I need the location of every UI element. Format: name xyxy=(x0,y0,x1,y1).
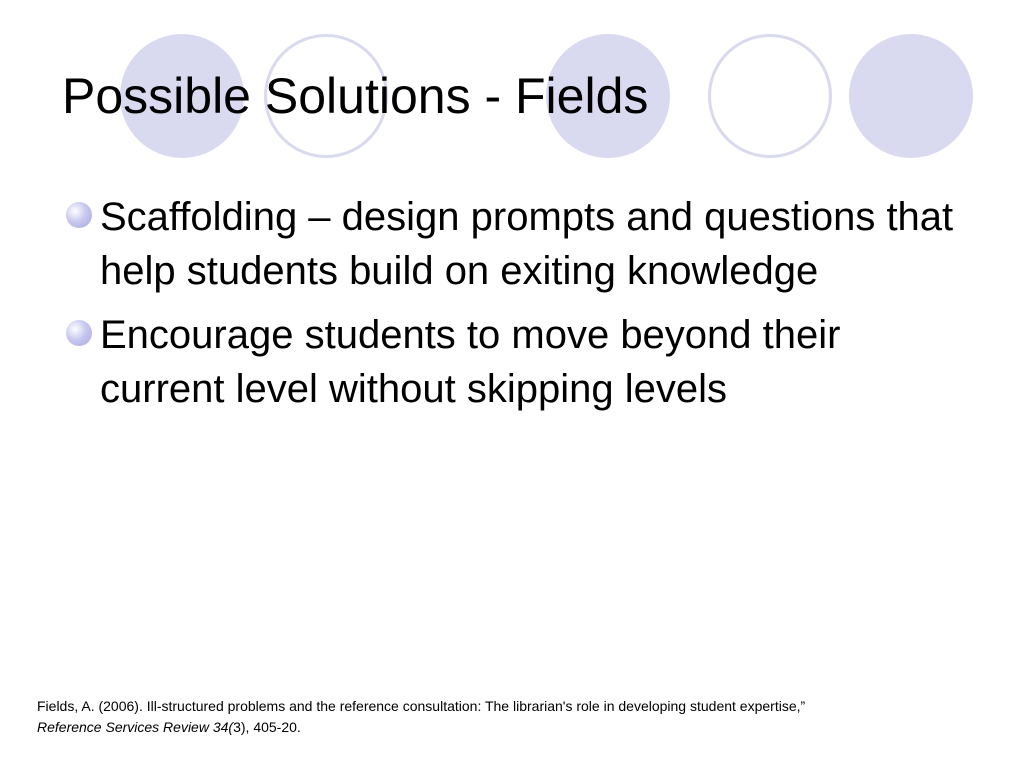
citation-issue: 3) xyxy=(233,719,246,735)
bullet-icon xyxy=(66,202,92,228)
citation-line: Fields, A. (2006). Ill-structured problems and the reference consultation: The librarian's role in developing student expertise,” xyxy=(37,698,806,714)
decorative-circle xyxy=(849,34,973,158)
citation-pages: , 405-20. xyxy=(245,719,301,735)
bullet-text: Encourage students to move beyond their current level without skipping levels xyxy=(100,313,841,411)
bullet-list xyxy=(64,190,964,426)
bullet-text: Scaffolding – design prompts and questions that help students build on exiting knowledge xyxy=(100,195,954,293)
citation-journal: Reference Services Review 34( xyxy=(37,719,234,735)
decorative-circle-outline xyxy=(708,34,832,158)
bullet-item xyxy=(64,190,964,298)
citation xyxy=(37,696,997,738)
bullet-item xyxy=(64,308,964,416)
bullet-icon xyxy=(66,320,92,346)
slide-title: Possible Solutions - Fields xyxy=(62,68,649,124)
